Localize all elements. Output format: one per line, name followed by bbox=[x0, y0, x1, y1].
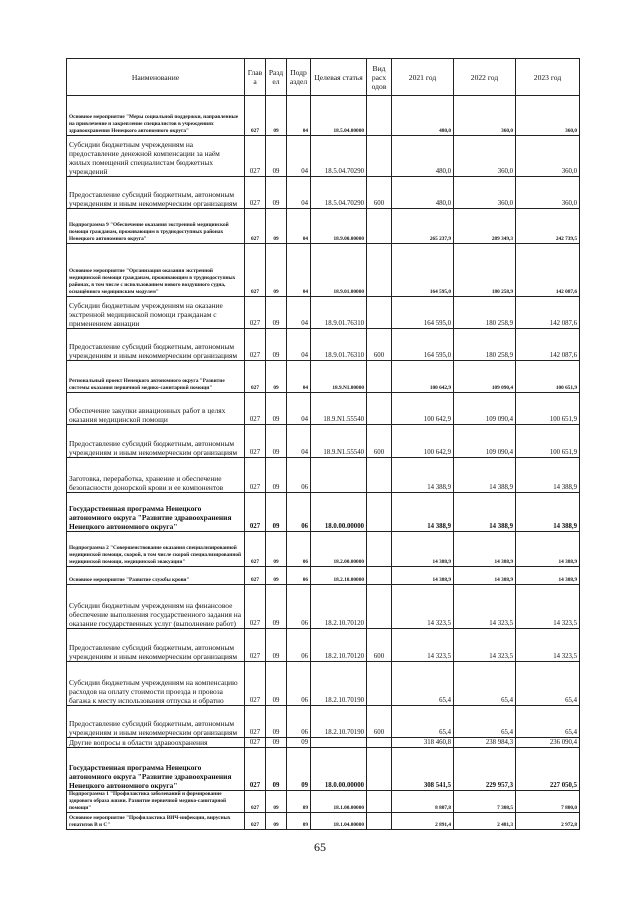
row-razdel: 09 bbox=[266, 297, 287, 329]
row-2023: 142 087,6 bbox=[516, 329, 580, 361]
row-razdel: 09 bbox=[266, 329, 287, 361]
table-row bbox=[67, 748, 580, 791]
row-podrazdel: 06 bbox=[287, 629, 311, 662]
row-vid bbox=[367, 791, 392, 813]
row-name: Предоставление субсидий бюджетным, автономным учреждениям и иным некоммерческим организациям bbox=[67, 706, 245, 738]
row-glava: 027 bbox=[245, 393, 266, 425]
row-target bbox=[311, 738, 367, 748]
row-target: 18.9.01.76310 bbox=[311, 297, 367, 329]
table-row bbox=[67, 493, 580, 532]
row-name: Предоставление субсидий бюджетным, автономным учреждениям и иным некоммерческим организациям bbox=[67, 629, 245, 662]
table-row bbox=[67, 361, 580, 393]
row-razdel: 09 bbox=[266, 532, 287, 567]
row-name: Субсидии бюджетным учреждениям на предоставление денежной компенсации за наём жилых помещений специалистам бюджетных учреждений bbox=[67, 136, 245, 177]
row-name: Подпрограмма 9 "Обеспечение оказания экстренной медицинской помощи гражданам, проживающим в труднодоступных районах Ненецкого автономного округа" bbox=[67, 209, 245, 244]
table-row bbox=[67, 738, 580, 748]
row-podrazdel: 09 bbox=[287, 738, 311, 748]
header-2021: 2021 год bbox=[392, 59, 454, 96]
row-name: Обеспечение закупки авиационных работ в целях оказания медицинской помощи bbox=[67, 393, 245, 425]
row-glava: 027 bbox=[245, 96, 266, 136]
row-target: 18.9.N1.55540 bbox=[311, 425, 367, 458]
row-podrazdel: 04 bbox=[287, 297, 311, 329]
row-vid bbox=[367, 297, 392, 329]
row-glava: 027 bbox=[245, 361, 266, 393]
header-2023: 2023 год bbox=[516, 59, 580, 96]
row-2023: 236 090,4 bbox=[516, 738, 580, 748]
row-2022: 65,4 bbox=[454, 706, 516, 738]
row-target: 18.0.00.00000 bbox=[311, 748, 367, 791]
row-podrazdel: 04 bbox=[287, 361, 311, 393]
row-2023: 360,0 bbox=[516, 96, 580, 136]
row-2023: 2 972,8 bbox=[516, 812, 580, 829]
row-razdel: 09 bbox=[266, 458, 287, 493]
row-glava: 027 bbox=[245, 329, 266, 361]
row-2022: 14 388,9 bbox=[454, 458, 516, 493]
row-glava: 027 bbox=[245, 425, 266, 458]
row-name: Предоставление субсидий бюджетным, автономным учреждениям и иным некоммерческим организациям bbox=[67, 425, 245, 458]
row-vid bbox=[367, 567, 392, 585]
row-2023: 242 739,5 bbox=[516, 209, 580, 244]
row-podrazdel: 09 bbox=[287, 748, 311, 791]
row-target: 18.2.00.00000 bbox=[311, 532, 367, 567]
row-name: Основное мероприятие "Меры социальной поддержки, направленные на привлечение и закрепление специалистов в учреждениях здравоохранения Ненецкого автономного округа" bbox=[67, 96, 245, 136]
row-name: Государственная программа Ненецкого автономного округа "Развитие здравоохранения Ненецкого автономного округа" bbox=[67, 493, 245, 532]
row-2022: 360,0 bbox=[454, 177, 516, 209]
row-2023: 227 050,5 bbox=[516, 748, 580, 791]
row-razdel: 09 bbox=[266, 96, 287, 136]
row-razdel: 09 bbox=[266, 748, 287, 791]
row-target: 18.9.N1.00000 bbox=[311, 361, 367, 393]
row-target: 18.1.04.00000 bbox=[311, 812, 367, 829]
table-row bbox=[67, 812, 580, 829]
row-2023: 7 800,0 bbox=[516, 791, 580, 813]
row-glava: 027 bbox=[245, 812, 266, 829]
row-2021: 65,4 bbox=[392, 706, 454, 738]
row-podrazdel: 06 bbox=[287, 706, 311, 738]
row-vid bbox=[367, 748, 392, 791]
row-vid bbox=[367, 458, 392, 493]
row-razdel: 09 bbox=[266, 393, 287, 425]
row-glava: 027 bbox=[245, 706, 266, 738]
header-2022: 2022 год bbox=[454, 59, 516, 96]
budget-table bbox=[66, 58, 580, 830]
row-2021: 14 388,9 bbox=[392, 458, 454, 493]
row-podrazdel: 06 bbox=[287, 662, 311, 706]
row-2023: 14 388,9 bbox=[516, 458, 580, 493]
row-vid bbox=[367, 532, 392, 567]
row-2022: 229 957,3 bbox=[454, 748, 516, 791]
header-target: Целевая статья bbox=[311, 59, 367, 96]
row-2023: 14 388,9 bbox=[516, 567, 580, 585]
row-vid bbox=[367, 96, 392, 136]
row-2023: 14 323,5 bbox=[516, 629, 580, 662]
table-row bbox=[67, 297, 580, 329]
row-2021: 14 388,9 bbox=[392, 567, 454, 585]
row-razdel: 09 bbox=[266, 791, 287, 813]
table-row bbox=[67, 458, 580, 493]
row-name: Подпрограмма 2 "Совершенствование оказания специализированной медицинской помощи, скорой, в том числе скорой специализированной медицинской помощи, медицинской эвакуации" bbox=[67, 532, 245, 567]
row-razdel: 09 bbox=[266, 425, 287, 458]
row-vid bbox=[367, 361, 392, 393]
row-2022: 180 258,9 bbox=[454, 297, 516, 329]
table-row bbox=[67, 662, 580, 706]
row-vid bbox=[367, 738, 392, 748]
row-glava: 027 bbox=[245, 458, 266, 493]
row-2022: 7 308,5 bbox=[454, 791, 516, 813]
row-name: Другие вопросы в области здравоохранения bbox=[67, 738, 245, 748]
row-2021: 14 323,5 bbox=[392, 629, 454, 662]
row-name: Подпрограмма 1 "Профилактика заболеваний и формирование здорового образа жизни. Развитие первичной медико-санитарной помощи" bbox=[67, 791, 245, 813]
row-razdel: 09 bbox=[266, 209, 287, 244]
row-2021: 480,0 bbox=[392, 177, 454, 209]
row-glava: 027 bbox=[245, 738, 266, 748]
row-podrazdel: 06 bbox=[287, 532, 311, 567]
row-2021: 164 595,0 bbox=[392, 297, 454, 329]
row-2021: 8 807,8 bbox=[392, 791, 454, 813]
row-razdel: 09 bbox=[266, 629, 287, 662]
row-target: 18.5.04.70290 bbox=[311, 136, 367, 177]
row-2023: 142 087,6 bbox=[516, 244, 580, 297]
table-row bbox=[67, 425, 580, 458]
row-vid: 600 bbox=[367, 706, 392, 738]
row-glava: 027 bbox=[245, 585, 266, 629]
row-2021: 164 595,0 bbox=[392, 244, 454, 297]
row-name: Субсидии бюджетным учреждениям на компенсацию расходов на оплату стоимости проезда и провоза багажа к месту использования отпуска и обратно bbox=[67, 662, 245, 706]
row-2021: 14 388,9 bbox=[392, 493, 454, 532]
row-razdel: 09 bbox=[266, 244, 287, 297]
header-glava: Глав а bbox=[245, 59, 266, 96]
header-vid: Вид расх одов bbox=[367, 59, 392, 96]
row-vid bbox=[367, 585, 392, 629]
header-name: Наименование bbox=[67, 59, 245, 96]
row-podrazdel: 04 bbox=[287, 244, 311, 297]
row-vid bbox=[367, 209, 392, 244]
row-target: 18.2.10.70120 bbox=[311, 585, 367, 629]
row-razdel: 09 bbox=[266, 585, 287, 629]
row-2021: 100 642,9 bbox=[392, 425, 454, 458]
row-glava: 027 bbox=[245, 244, 266, 297]
row-name: Основное мероприятие "Профилактика ВИЧ-инфекции, вирусных гепатитов В и С" bbox=[67, 812, 245, 829]
row-podrazdel: 06 bbox=[287, 458, 311, 493]
row-target: 18.9.01.00000 bbox=[311, 244, 367, 297]
row-vid bbox=[367, 136, 392, 177]
row-target: 18.2.10.70190 bbox=[311, 706, 367, 738]
row-2022: 180 258,9 bbox=[454, 329, 516, 361]
row-2023: 360,0 bbox=[516, 136, 580, 177]
table-header-row bbox=[67, 59, 580, 96]
row-2021: 480,0 bbox=[392, 96, 454, 136]
row-vid bbox=[367, 393, 392, 425]
row-glava: 027 bbox=[245, 136, 266, 177]
row-2022: 360,0 bbox=[454, 96, 516, 136]
row-razdel: 09 bbox=[266, 706, 287, 738]
row-podrazdel: 09 bbox=[287, 812, 311, 829]
table-row bbox=[67, 629, 580, 662]
row-target: 18.9.01.76310 bbox=[311, 329, 367, 361]
row-glava: 027 bbox=[245, 532, 266, 567]
row-podrazdel: 04 bbox=[287, 209, 311, 244]
row-2023: 100 651,9 bbox=[516, 425, 580, 458]
row-2022: 109 090,4 bbox=[454, 361, 516, 393]
row-glava: 027 bbox=[245, 662, 266, 706]
row-razdel: 09 bbox=[266, 361, 287, 393]
row-2023: 14 323,5 bbox=[516, 585, 580, 629]
row-podrazdel: 04 bbox=[287, 96, 311, 136]
row-2021: 14 323,5 bbox=[392, 585, 454, 629]
row-glava: 027 bbox=[245, 177, 266, 209]
header-razdel: Разд ел bbox=[266, 59, 287, 96]
row-glava: 027 bbox=[245, 209, 266, 244]
row-name: Предоставление субсидий бюджетным, автономным учреждениям и иным некоммерческим организациям bbox=[67, 177, 245, 209]
row-2021: 65,4 bbox=[392, 662, 454, 706]
row-podrazdel: 06 bbox=[287, 493, 311, 532]
row-glava: 027 bbox=[245, 748, 266, 791]
row-2023: 100 651,9 bbox=[516, 393, 580, 425]
row-2023: 14 388,9 bbox=[516, 493, 580, 532]
row-vid: 600 bbox=[367, 425, 392, 458]
table-row bbox=[67, 244, 580, 297]
row-2022: 14 388,9 bbox=[454, 567, 516, 585]
row-podrazdel: 04 bbox=[287, 425, 311, 458]
row-name: Государственная программа Ненецкого автономного округа "Развитие здравоохранения Ненецкого автономного округа" bbox=[67, 748, 245, 791]
row-podrazdel: 06 bbox=[287, 585, 311, 629]
row-razdel: 09 bbox=[266, 136, 287, 177]
row-target: 18.2.10.70190 bbox=[311, 662, 367, 706]
row-2023: 142 087,6 bbox=[516, 297, 580, 329]
row-2023: 360,0 bbox=[516, 177, 580, 209]
row-2021: 164 595,0 bbox=[392, 329, 454, 361]
table-row bbox=[67, 706, 580, 738]
table-row bbox=[67, 791, 580, 813]
row-target: 18.1.00.00000 bbox=[311, 791, 367, 813]
row-2022: 14 323,5 bbox=[454, 585, 516, 629]
row-razdel: 09 bbox=[266, 662, 287, 706]
row-razdel: 09 bbox=[266, 812, 287, 829]
row-2023: 65,4 bbox=[516, 662, 580, 706]
row-vid: 600 bbox=[367, 177, 392, 209]
row-vid: 600 bbox=[367, 629, 392, 662]
row-target: 18.2.10.70120 bbox=[311, 629, 367, 662]
row-glava: 027 bbox=[245, 629, 266, 662]
table-row bbox=[67, 96, 580, 136]
table-row bbox=[67, 393, 580, 425]
row-target: 18.5.04.70290 bbox=[311, 177, 367, 209]
row-razdel: 09 bbox=[266, 738, 287, 748]
row-2022: 238 984,3 bbox=[454, 738, 516, 748]
table-row bbox=[67, 329, 580, 361]
row-2022: 65,4 bbox=[454, 662, 516, 706]
row-name: Заготовка, переработка, хранение и обеспечение безопасности донорской крови и ее компонентов bbox=[67, 458, 245, 493]
row-podrazdel: 04 bbox=[287, 177, 311, 209]
row-razdel: 09 bbox=[266, 493, 287, 532]
row-2021: 100 642,9 bbox=[392, 393, 454, 425]
row-vid bbox=[367, 812, 392, 829]
table-row bbox=[67, 585, 580, 629]
row-2023: 100 651,9 bbox=[516, 361, 580, 393]
row-name: Субсидии бюджетным учреждениям на оказание экстренной медицинской помощи гражданам с применением авиации bbox=[67, 297, 245, 329]
table-row bbox=[67, 177, 580, 209]
row-podrazdel: 06 bbox=[287, 567, 311, 585]
row-2022: 360,0 bbox=[454, 136, 516, 177]
row-glava: 027 bbox=[245, 791, 266, 813]
row-target: 18.5.04.00000 bbox=[311, 96, 367, 136]
row-2021: 2 891,4 bbox=[392, 812, 454, 829]
row-target: 18.9.00.00000 bbox=[311, 209, 367, 244]
header-podrazdel: Подр аздел bbox=[287, 59, 311, 96]
row-vid: 600 bbox=[367, 329, 392, 361]
row-2022: 14 388,9 bbox=[454, 532, 516, 567]
row-vid bbox=[367, 493, 392, 532]
row-name: Предоставление субсидий бюджетным, автономным учреждениям и иным некоммерческим организациям bbox=[67, 329, 245, 361]
row-razdel: 09 bbox=[266, 567, 287, 585]
row-glava: 027 bbox=[245, 567, 266, 585]
row-vid bbox=[367, 662, 392, 706]
row-2021: 14 388,9 bbox=[392, 532, 454, 567]
row-podrazdel: 04 bbox=[287, 136, 311, 177]
row-name: Региональный проект Ненецкого автономного округа "Развитие системы оказания первичной медико-санитарной помощи" bbox=[67, 361, 245, 393]
table-row bbox=[67, 567, 580, 585]
row-2022: 14 388,9 bbox=[454, 493, 516, 532]
page-number: 65 bbox=[314, 840, 326, 854]
row-podrazdel: 04 bbox=[287, 329, 311, 361]
row-target: 18.2.10.00000 bbox=[311, 567, 367, 585]
row-podrazdel: 04 bbox=[287, 393, 311, 425]
row-glava: 027 bbox=[245, 493, 266, 532]
row-podrazdel: 09 bbox=[287, 791, 311, 813]
row-name: Субсидии бюджетным учреждениям на финансовое обеспечение выполнения государственного задания на оказание государственных услуг (выполнение работ) bbox=[67, 585, 245, 629]
row-2021: 308 541,5 bbox=[392, 748, 454, 791]
row-2021: 265 237,9 bbox=[392, 209, 454, 244]
row-2022: 109 090,4 bbox=[454, 393, 516, 425]
row-2021: 318 460,8 bbox=[392, 738, 454, 748]
row-name: Основное мероприятие "Развитие службы крови" bbox=[67, 567, 245, 585]
row-2022: 109 090,4 bbox=[454, 425, 516, 458]
row-2023: 14 388,9 bbox=[516, 532, 580, 567]
row-glava: 027 bbox=[245, 297, 266, 329]
row-2022: 180 258,9 bbox=[454, 244, 516, 297]
table-row bbox=[67, 136, 580, 177]
row-target bbox=[311, 458, 367, 493]
table-row bbox=[67, 532, 580, 567]
row-razdel: 09 bbox=[266, 177, 287, 209]
row-name: Основное мероприятие "Организация оказания экстренной медицинской помощи гражданам, проживающим в труднодоступных районах, в том числе с использованием нового воздушного судна, оснащённого медицинским модулем" bbox=[67, 244, 245, 297]
table-row bbox=[67, 209, 580, 244]
row-target: 18.0.00.00000 bbox=[311, 493, 367, 532]
row-target: 18.9.N1.55540 bbox=[311, 393, 367, 425]
row-2021: 100 642,9 bbox=[392, 361, 454, 393]
row-2021: 480,0 bbox=[392, 136, 454, 177]
row-2022: 14 323,5 bbox=[454, 629, 516, 662]
row-2022: 2 481,3 bbox=[454, 812, 516, 829]
row-vid bbox=[367, 244, 392, 297]
row-2022: 289 349,3 bbox=[454, 209, 516, 244]
row-2023: 65,4 bbox=[516, 706, 580, 738]
